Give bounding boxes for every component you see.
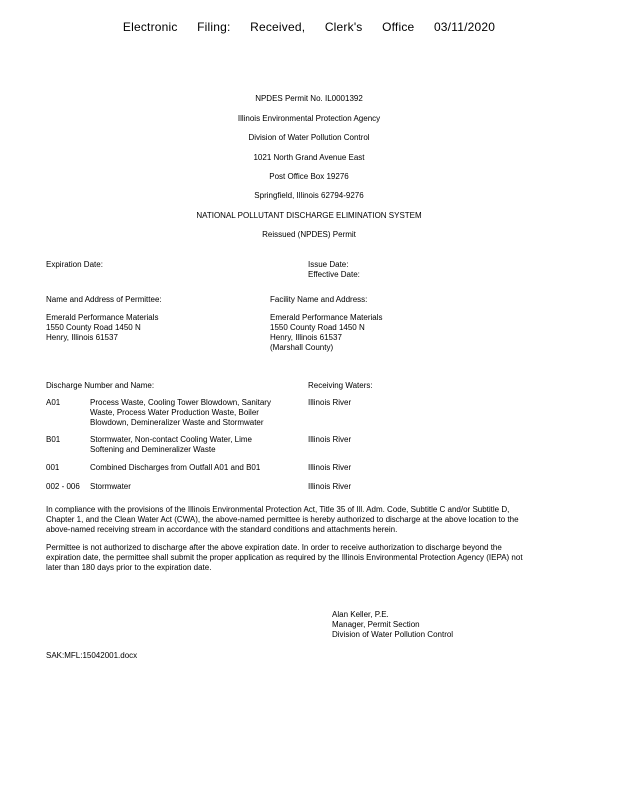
discharge-description-line: Blowdown, Demineralizer Waste and Stormwater — [90, 418, 264, 427]
expiration-paragraph — [46, 543, 574, 573]
agency-name: Illinois Environmental Protection Agency — [237, 114, 381, 123]
authorization-paragraph — [46, 505, 574, 535]
permittee-address — [46, 313, 158, 343]
facility-line: 1550 County Road 1450 N — [270, 323, 365, 332]
filing-date: 03/11/2020 — [433, 20, 496, 34]
discharge-number: B01 — [46, 435, 61, 444]
effective-date-label: Effective Date: — [308, 270, 360, 279]
discharge-description-line: Waste, Process Water Production Waste, Boiler — [90, 408, 259, 417]
filing-header-label: Clerk's — [324, 20, 363, 34]
discharge-description-line: Process Waste, Cooling Tower Blowdown, Sanitary — [90, 398, 271, 407]
agency-po-box: Post Office Box 19276 — [269, 172, 349, 181]
discharge-heading: Discharge Number and Name: — [46, 381, 155, 390]
permittee-line: Henry, Illinois 61537 — [46, 333, 118, 342]
receiving-water: Illinois River — [308, 463, 352, 472]
paragraph-line: Permittee is not authorized to discharge after the above expiration date. In order to receive authorization to discharge beyond the — [46, 543, 502, 552]
facility-heading: Facility Name and Address: — [270, 295, 368, 304]
discharge-description-line: Stormwater — [90, 482, 131, 491]
permit-number: NPDES Permit No. IL0001392 — [255, 94, 363, 103]
filing-header — [0, 20, 618, 34]
receiving-waters-heading: Receiving Waters: — [308, 381, 373, 390]
permittee-line: Emerald Performance Materials — [46, 313, 159, 322]
filing-header-label: Filing: — [197, 20, 231, 34]
discharge-description-line: Softening and Demineralizer Waste — [90, 445, 216, 454]
agency-address: 1021 North Grand Avenue East — [253, 153, 365, 162]
permit-type: Reissued (NPDES) Permit — [262, 230, 356, 239]
permittee-line: 1550 County Road 1450 N — [46, 323, 141, 332]
facility-line: Henry, Illinois 61537 — [270, 333, 342, 342]
division-name: Division of Water Pollution Control — [248, 133, 370, 142]
signatory-name: Alan Keller, P.E. — [332, 610, 389, 619]
facility-line: (Marshall County) — [270, 343, 334, 352]
issue-effective-dates — [308, 260, 360, 280]
discharge-description — [90, 463, 260, 473]
receiving-water: Illinois River — [308, 398, 352, 407]
discharge-description-line: Stormwater, Non-contact Cooling Water, Lime — [90, 435, 252, 444]
permittee-heading: Name and Address of Permittee: — [46, 295, 162, 304]
discharge-description-line: Combined Discharges from Outfall A01 and B01 — [90, 463, 261, 472]
paragraph-line: later than 180 days prior to the expiration date. — [46, 563, 212, 572]
filing-header-label: Electronic — [122, 20, 178, 34]
discharge-description — [90, 482, 131, 492]
discharge-description — [90, 435, 252, 455]
filing-header-label: Received, — [250, 20, 306, 34]
receiving-water: Illinois River — [308, 482, 352, 491]
agency-city: Springfield, Illinois 62794-9276 — [254, 191, 364, 200]
discharge-description — [90, 398, 271, 428]
paragraph-line: Chapter 1, and the Clean Water Act (CWA), the above-named permittee is hereby authorized to discharge at the above location to the — [46, 515, 519, 524]
facility-address — [270, 313, 382, 353]
discharge-number: 001 — [46, 463, 60, 472]
system-title: NATIONAL POLLUTANT DISCHARGE ELIMINATION SYSTEM — [196, 211, 422, 220]
filing-header-label: Office — [382, 20, 415, 34]
issue-date-label: Issue Date: — [308, 260, 349, 269]
expiration-date-label: Expiration Date: — [46, 260, 103, 269]
paragraph-line: expiration date, the permittee shall submit the proper application as required by the Illinois Environmental Protection Agency (IEPA) not — [46, 553, 523, 562]
discharge-number: A01 — [46, 398, 61, 407]
discharge-number: 002 - 006 — [46, 482, 80, 491]
signatory-title: Manager, Permit Section — [332, 620, 420, 629]
paragraph-line: In compliance with the provisions of the Illinois Environmental Protection Act, Title 35 of Ill. Adm. Code, Subtitle C and/or Subtitle D, — [46, 505, 510, 514]
signatory-division: Division of Water Pollution Control — [332, 630, 454, 639]
facility-line: Emerald Performance Materials — [270, 313, 383, 322]
paragraph-line: above-named receiving stream in accordance with the standard conditions and attachments herein. — [46, 525, 398, 534]
receiving-water: Illinois River — [308, 435, 352, 444]
signature-block — [332, 610, 453, 640]
document-reference: SAK:MFL:15042001.docx — [46, 651, 138, 660]
